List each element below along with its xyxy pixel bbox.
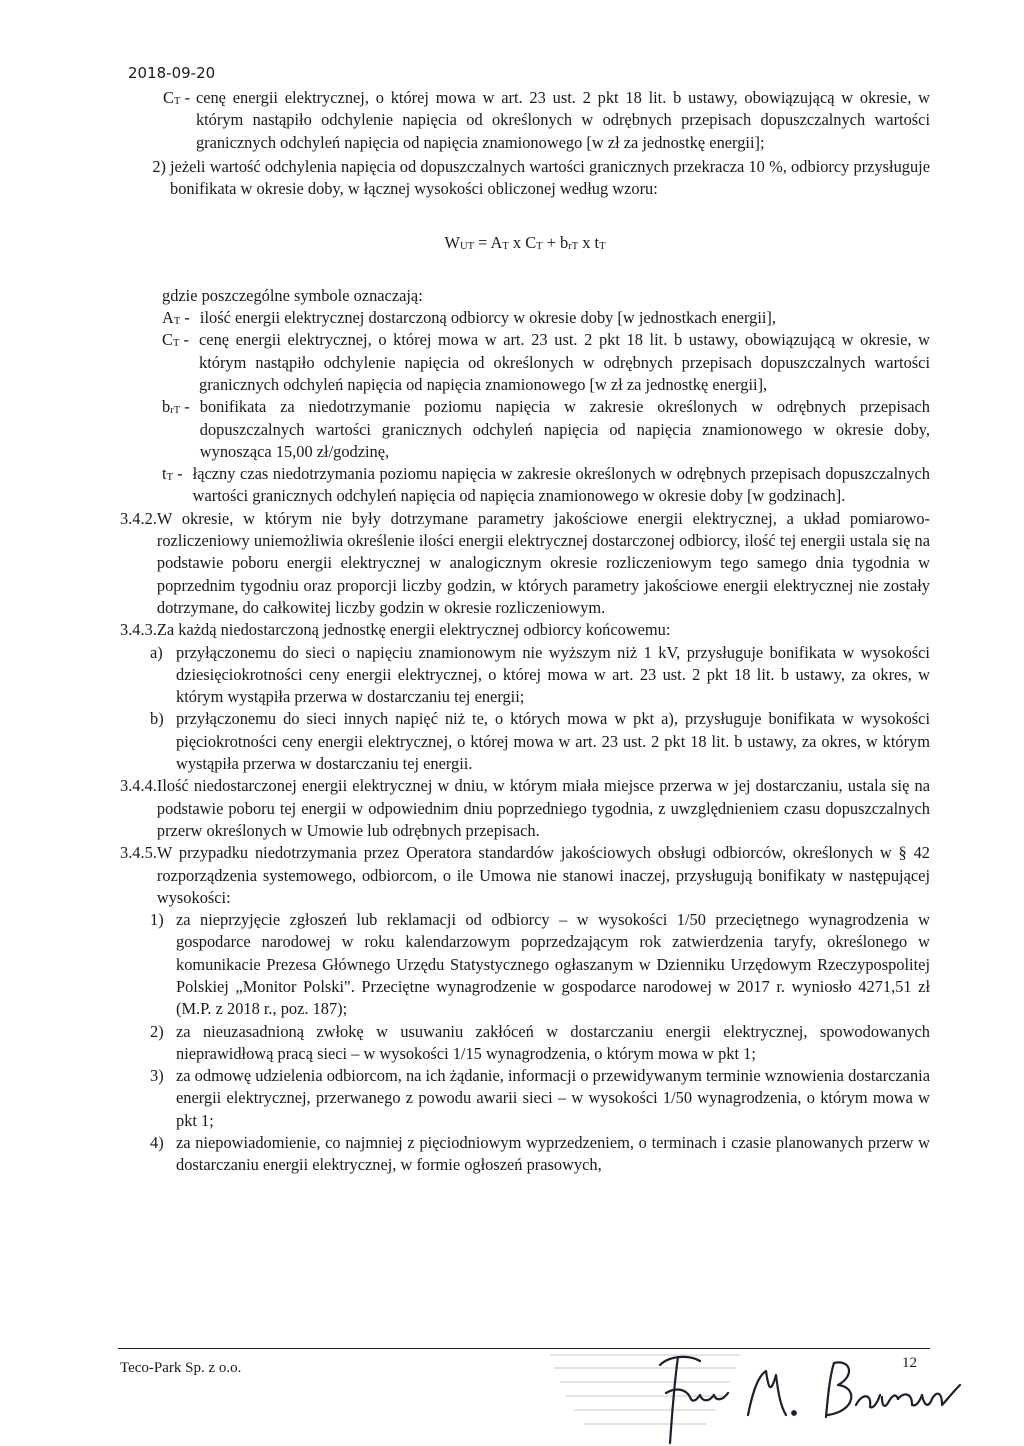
section-3-4-5-items <box>120 909 930 1177</box>
footer-company: Teco-Park Sp. z o.o. <box>120 1360 242 1376</box>
section-3-4-4: 3.4.4. Ilość niedostarczonej energii elektrycznej w dniu, w którym miała miejsce przerwa w jej dostarczaniu, ustala się na podstawie poboru tej energii w odpowiednim dniu poprzedniego tygodnia, z uwzględnieniem czasu dopuszczalnych przerw określonych w Umowie lub odrębnych przepisach. <box>120 776 930 840</box>
list-item-b: b) przyłączonemu do sieci innych napięć niż te, o których mowa w pkt a), przysługuje bonifikata w wysokości pięciokrotności ceny energii elektrycznej, o której mowa w art. 23 ust. 2 pkt 18 lit. b ustawy, za okres, w którym wystąpiła przerwa w dostarczaniu tej energii. <box>150 709 930 774</box>
page-body <box>120 87 930 1177</box>
list-item-a: a) przyłączonemu do sieci o napięciu znamionowym nie wyższym niż 1 kV, przysługuje bonifikata w wysokości dziesięciokrotności ceny energii elektrycznej, o której mowa w art. 23 ust. 2 pkt 18 lit. b ustawy, za okres, w którym wystąpiła przerwa w dostarczaniu tej energii; <box>150 642 930 707</box>
definition-text: cenę energii elektrycznej, o której mowa w art. 23 ust. 2 pkt 18 lit. b ustawy, obowiązującą w okresie, w którym nastąpiło odchylenie napięcia od określonych w odrębnych przepisach dopuszczalnych wartości granicznych odchyleń napięcia od napięcia znamionowego [w zł za jednostkę energii]; <box>195 88 930 152</box>
section-3-4-3-items <box>120 642 930 776</box>
list-item-2b: 2) za nieuzasadnioną zwłokę w usuwaniu zakłóceń w dostarczaniu energii elektrycznej, spowodowanych nieprawidłową pracą sieci – w wysokości 1/15 wynagrodzenia, o którym mowa w pkt 1; <box>150 1021 930 1063</box>
signature-image <box>630 1335 970 1446</box>
definitions-list <box>120 307 930 508</box>
definition-item: $b_{rT}$ - bonifikata za niedotrzymanie poziomu napięcia w zakresie określonych w odrębnych przepisach dopuszczalnych wartości granicznych odchyleń napięcia od napięcia znamionowego w okresie doby, wynosząca 15,00 zł/godzinę, <box>162 397 930 461</box>
formula: $W_{UT} = A_T$ x $C_T + b_{rT}$ x $t_T$ <box>444 233 606 253</box>
section-3-4-5: 3.4.5. W przypadku niedotrzymania przez Operatora standardów jakościowych obsługi odbiorców, określonych w § 42 rozporządzenia systemowego, odbiorcom, o ile Umowa nie stanowi inaczej, przysługują bonifikaty w następującej wysokości: <box>120 843 930 907</box>
section-3-4-3: 3.4.3. Za każdą niedostarczoną jednostkę energii elektrycznej odbiorcy końcowemu: <box>120 620 671 640</box>
list-item-1: 1) za nieprzyjęcie zgłoszeń lub reklamacji od odbiorcy – w wysokości 1/50 przeciętnego wynagrodzenia w gospodarce narodowej w roku kalendarzowym poprzedzającym rok zatwierdzenia taryfy, określonego w komunikacie Prezesa Głównego Urzędu Statystycznego ogłaszanym w Dzienniku Urzędowym Rzeczypospolitej Polskiej „Monitor Polski". Przeciętne wynagrodzenie w gospodarce narodowej w 2017 r. wyniosło 4271,51 zł (M.P. z 2018 r., poz. 187); <box>150 910 930 1019</box>
page-number: 12 <box>902 1355 917 1371</box>
legend-intro: gdzie poszczególne symbole oznaczają: <box>162 285 423 305</box>
document-date: 2018-09-20 <box>128 64 216 82</box>
section-3-4-2: 3.4.2. W okresie, w którym nie były dotrzymane parametry jakościowe energii elektrycznej, a układ pomiarowo-rozliczeniowy uniemożliwia określenie ilości energii elektrycznej dostarczonej odbiorcy, ilość tej energii ustala się na podstawie poboru energii elektrycznej w analogicznym okresie rozliczeniowym tego samego dnia tygodnia w poprzednim tygodniu oraz proporcji liczby godzin, w których parametry jakościowe energii elektrycznej nie zostały dotrzymane, do całkowitej liczby godzin w okresie rozliczeniowym. <box>120 508 930 617</box>
definition-item: $C_T$ - cenę energii elektrycznej, o której mowa w art. 23 ust. 2 pkt 18 lit. b ustawy, obowiązującą w okresie, w którym nastąpiło odchylenie napięcia od określonych w odrębnych przepisach dopuszczalnych wartości granicznych odchyleń napięcia od napięcia znamionowego [w zł za jednostkę energii], <box>162 330 930 394</box>
list-item-2: 2) jeżeli wartość odchylenia napięcia od dopuszczalnych wartości granicznych przekracza 10 %, odbiorcy przysługuje bonifikata w okresie doby, w łącznej wysokości obliczonej według wzoru: <box>152 156 930 199</box>
definition-ct-top: $C_T$ - cenę energii elektrycznej, o której mowa w art. 23 ust. 2 pkt 18 lit. b ustawy, obowiązującą w okresie, w którym nastąpiło odchylenie napięcia od określonych w odrębnych przepisach dopuszczalnych wartości granicznych odchyleń napięcia od napięcia znamionowego [w zł za jednostkę energii]; <box>114 87 930 154</box>
definition-item: $t_T$ - łączny czas niedotrzymania poziomu napięcia w zakresie określonych w odrębnych przepisach dopuszczalnych wartości granicznych odchyleń napięcia od napięcia znamionowego w okresie doby [w godzinach]. <box>162 464 930 506</box>
list-item-3: 3) za odmowę udzielenia odbiorcom, na ich żądanie, informacji o przewidywanym terminie wznowienia dostarczania energii elektrycznej, przerwanego z powodu awarii sieci – w wysokości 1/50 wynagrodzenia, o którym mowa w pkt 1; <box>150 1066 930 1130</box>
definition-item: $A_T$ - ilość energii elektrycznej dostarczoną odbiorcy w okresie doby [w jednostkach energii], <box>162 308 776 328</box>
list-item-4: 4) za niepowiadomienie, co najmniej z pięciodniowym wyprzedzeniem, o terminach i czasie planowanych przerw w dostarczaniu energii elektrycznej, w formie ogłoszeń prasowych, <box>150 1133 930 1175</box>
